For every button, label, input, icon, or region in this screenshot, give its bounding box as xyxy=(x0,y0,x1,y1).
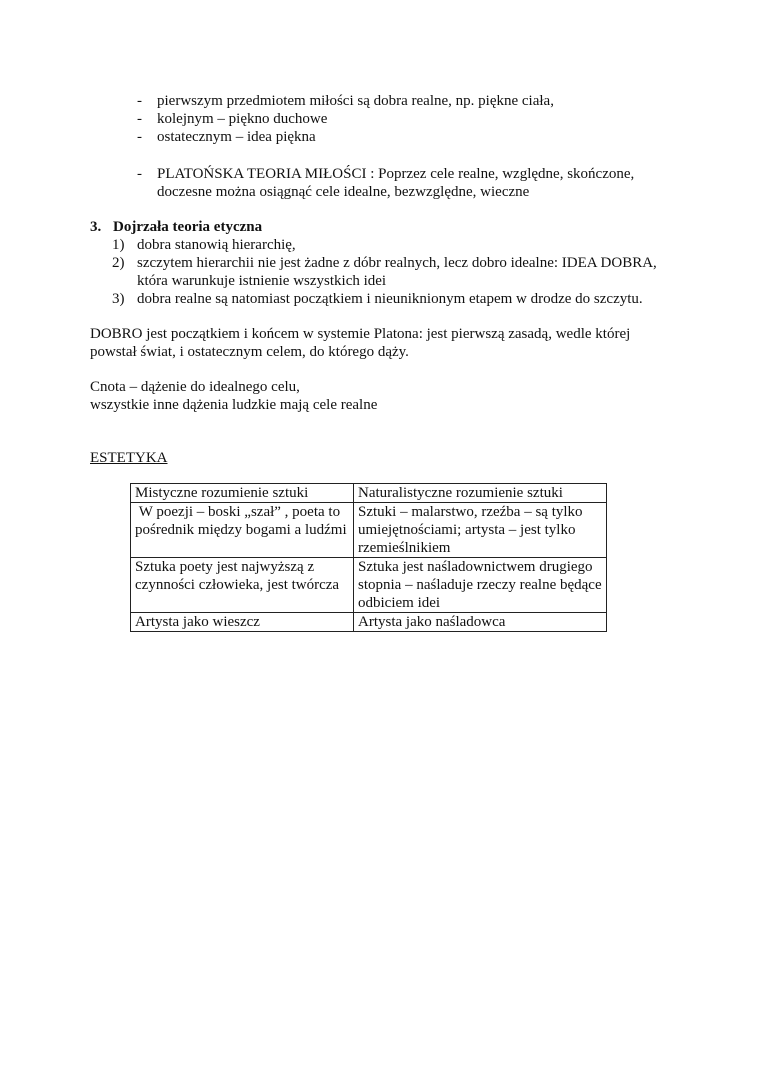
item-number: 1) xyxy=(112,237,125,253)
item-number: 2) xyxy=(112,255,125,271)
cnota-line-2: wszystkie inne dążenia ludzkie mają cele realne xyxy=(90,397,378,413)
table-row xyxy=(131,503,607,558)
dobro-paragraph-cont: powstał świat, i ostatecznym celem, do którego dąży. xyxy=(90,344,409,360)
table-cell: Sztuka poety jest najwyższą z czynności człowieka, jest twórcza xyxy=(131,558,354,613)
table-row xyxy=(131,613,607,632)
item-number: 3) xyxy=(112,291,125,307)
list-item: szczytem hierarchii nie jest żadne z dóbr realnych, lecz dobro idealne: IDEA DOBRA, xyxy=(137,255,657,271)
cnota-line: Cnota – dążenie do idealnego celu, xyxy=(90,379,300,395)
list-item-cont: która warunkuje istnienie wszystkich idei xyxy=(137,273,387,289)
section-number: 3. xyxy=(90,219,102,235)
platonic-love-line2: doczesne można osiągnąć cele idealne, bezwzględne, wieczne xyxy=(157,184,530,200)
table-cell: Artysta jako naśladowca xyxy=(354,613,607,632)
table-header: Naturalistyczne rozumienie sztuki xyxy=(354,484,607,503)
list-item: dobra stanowią hierarchię, xyxy=(137,237,296,253)
table-header: Mistyczne rozumienie sztuki xyxy=(131,484,354,503)
table-cell: Sztuki – malarstwo, rzeźba – są tylko umiejętnościami; artysta – jest tylko rzemieślnikiem xyxy=(354,503,607,558)
table-cell: Artysta jako wieszcz xyxy=(131,613,354,632)
table-cell: Sztuka jest naśladownictwem drugiego stopnia – naśladuje rzeczy realne będące odbiciem idei xyxy=(354,558,607,613)
section-title: Dojrzała teoria etyczna xyxy=(113,219,263,235)
table-row xyxy=(131,558,607,613)
table-header-row xyxy=(131,484,607,503)
aesthetics-table xyxy=(130,483,607,632)
table-cell: W poezji – boski „szał” , poeta to pośrednik między bogami a ludźmi xyxy=(131,503,354,558)
dobro-paragraph: DOBRO jest początkiem i końcem w systemie Platona: jest pierwszą zasadą, wedle której xyxy=(90,326,631,342)
list-item: dobra realne są natomiast początkiem i nieuniknionym etapem w drodze do szczytu. xyxy=(137,291,643,307)
estetyka-heading: ESTETYKA xyxy=(90,450,168,466)
